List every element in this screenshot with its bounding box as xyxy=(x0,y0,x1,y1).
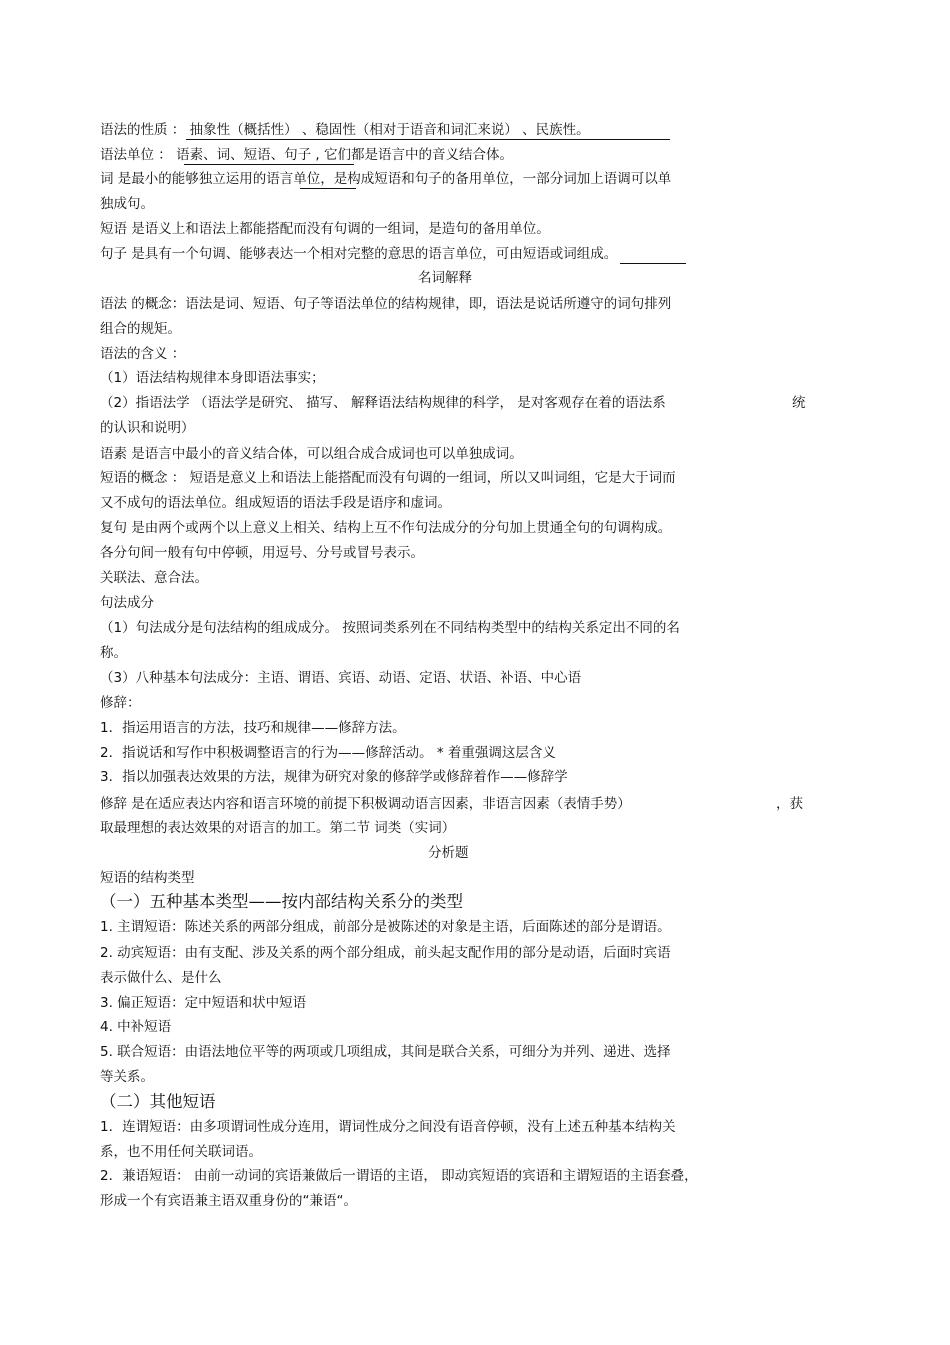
text-line: 2．兼语短语： 由前一动词的宾语兼做后一谓语的主语， 即动宾短语的宾语和主谓短语的主语套叠， xyxy=(100,1168,698,1184)
section-heading: 分析题 xyxy=(428,845,469,861)
text-line: 修辞 是在适应表达内容和语言环境的前提下积极调动语言因素，非语言因素（表情手势） xyxy=(100,796,631,812)
text-line: （1）语法结构规律本身即语法事实； xyxy=(100,370,325,386)
text-line: （1）句法成分是句法结构的组成成分。 按照词类系列在不同结构类型中的结构关系定出不同的名 xyxy=(100,620,680,636)
underline xyxy=(300,188,356,189)
text-line: 取最理想的表达效果的对语言的加工。第二节 词类（实词） xyxy=(100,820,456,836)
underline xyxy=(184,164,354,165)
text-line: 词 是最小的能够独立运用的语言单位，是构成短语和句子的备用单位，一部分词加上语调可以单 xyxy=(100,171,672,187)
text-line: 2．指说话和写作中积极调整语言的行为——修辞活动。 * 着重强调这层含义 xyxy=(100,745,556,761)
subsection-heading: （二）其他短语 xyxy=(100,1092,216,1111)
text-line: 系，也不用任何关联词语。 xyxy=(100,1144,262,1160)
text-line: 句法成分 xyxy=(100,595,154,611)
text-line-right: 统 xyxy=(792,395,806,411)
text-line: 修辞： xyxy=(100,695,141,711)
underline xyxy=(620,263,686,264)
text-line: 4. 中补短语 xyxy=(100,1019,172,1035)
section-heading: 名词解释 xyxy=(418,270,472,286)
text-line: 又不成句的语法单位。组成短语的语法手段是语序和虚词。 xyxy=(100,495,451,511)
text-line: 称。 xyxy=(100,645,127,661)
text-line: 1．指运用语言的方法，技巧和规律——修辞方法。 xyxy=(100,720,406,736)
text-line: 1. 主谓短语：陈述关系的两部分组成，前部分是被陈述的对象是主语，后面陈述的部分是谓语。 xyxy=(100,919,671,935)
text-line: 5. 联合短语：由语法地位平等的两项或几项组成，其间是联合关系，可细分为并列、递进、选择 xyxy=(100,1044,671,1060)
text-line: 组合的规矩。 xyxy=(100,321,181,337)
text-line: （2）指语法学 （语法学是研究、 描写、 解释语法结构规律的科学， 是对客观存在着的语法系 xyxy=(100,395,666,411)
text-line: 3. 偏正短语：定中短语和状中短语 xyxy=(100,995,307,1011)
text-line: 等关系。 xyxy=(100,1069,154,1085)
text-line: 2. 动宾短语：由有支配、涉及关系的两个部分组成，前头起支配作用的部分是动语，后面时宾语 xyxy=(100,945,671,961)
text-line: 语法的含义 ： xyxy=(100,346,186,362)
text-line: 关联法、意合法。 xyxy=(100,570,208,586)
text-line-right: ，获 xyxy=(776,796,803,812)
subsection-heading: （一）五种基本类型——按内部结构关系分的类型 xyxy=(100,892,463,911)
underline xyxy=(186,139,670,140)
text-line: 语法 的概念：语法是词、短语、句子等语法单位的结构规律，即，语法是说话所遵守的词句排列 xyxy=(100,296,672,312)
text-line: 短语的结构类型 xyxy=(100,870,195,886)
text-line: 表示做什么、是什么 xyxy=(100,970,222,986)
text-line: 1．连谓短语：由多项谓词性成分连用，谓词性成分之间没有语音停顿，没有上述五种基本结构关 xyxy=(100,1119,676,1135)
text-line: （3）八种基本句法成分：主语、谓语、宾语、动语、定语、状语、补语、中心语 xyxy=(100,670,582,686)
text-line: 语法的性质 ： 抽象性（概括性） 、稳固性（相对于语音和词汇来说） 、民族性。 xyxy=(100,122,590,138)
text-line: 各分句间一般有句中停顿，用逗号、分号或冒号表示。 xyxy=(100,545,424,561)
text-line: 语素 是语言中最小的音义结合体，可以组合成合成词也可以单独成词。 xyxy=(100,446,523,462)
text-line: 短语 是语义上和语法上都能搭配而没有句调的一组词，是造句的备用单位。 xyxy=(100,221,550,237)
text-line: 语法单位 ： 语素、词、短语、句子 , 它们都是语言中的音义结合体。 xyxy=(100,147,513,163)
text-line: 短语的概念 ： 短语是意义上和语法上能搭配而没有句调的一组词，所以又叫词组，它是大于词而 xyxy=(100,470,676,486)
text-line: 独成句。 xyxy=(100,196,154,212)
text-line: 句子 是具有一个句调、能够表达一个相对完整的意思的语言单位，可由短语或词组成。 xyxy=(100,246,618,262)
text-line: 3．指以加强表达效果的方法，规律为研究对象的修辞学或修辞着作——修辞学 xyxy=(100,769,568,785)
text-line: 复句 是由两个或两个以上意义上相关、结构上互不作句法成分的分句加上贯通全句的句调构成。 xyxy=(100,520,672,536)
text-line: 形成一个有宾语兼主语双重身份的“兼语“。 xyxy=(100,1193,357,1209)
text-line: 的认识和说明） xyxy=(100,420,195,436)
